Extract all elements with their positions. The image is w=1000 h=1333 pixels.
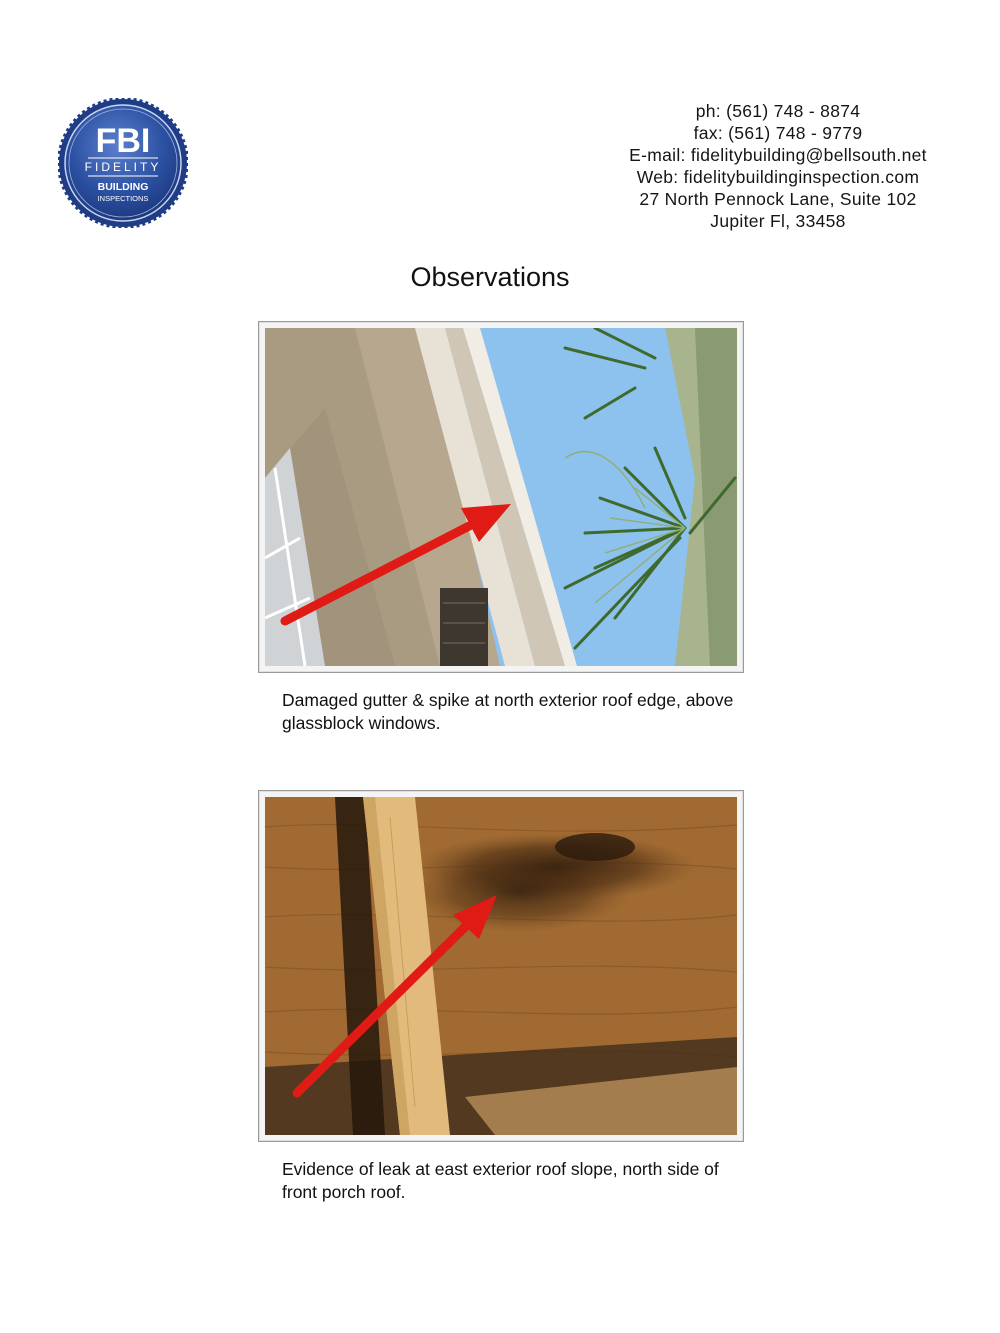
contact-phone: ph: (561) 748 - 8874 (695, 101, 861, 121)
contact-fax: fax: (561) 748 - 9779 (693, 123, 863, 143)
contact-email: E-mail: fidelitybuilding@bellsouth.net (629, 145, 927, 165)
photo-damaged-gutter (265, 328, 737, 666)
observation-photo-frame-2 (258, 790, 744, 1142)
observation-caption-1: Damaged gutter & spike at north exterior roof edge, above glassblock windows. (282, 690, 734, 733)
observation-caption-2: Evidence of leak at east exterior roof slope, north side of front porch roof. (282, 1159, 719, 1202)
contact-address-line1: 27 North Pennock Lane, Suite 102 (639, 189, 917, 209)
logo-line-inspections: INSPECTIONS (97, 194, 149, 203)
observation-photo-frame-1 (258, 321, 744, 673)
page-title: Observations (410, 262, 570, 292)
contact-block (560, 100, 996, 232)
fbi-logo-seal (58, 98, 188, 228)
contact-web: Web: fidelitybuildinginspection.com (636, 167, 920, 187)
logo-line-fidelity: FIDELITY (84, 160, 162, 174)
contact-address-line2: Jupiter Fl, 33458 (710, 211, 846, 231)
photo-leak-stain (265, 797, 737, 1135)
logo-initials: FBI (95, 122, 151, 160)
logo-line-building: BUILDING (97, 181, 149, 193)
